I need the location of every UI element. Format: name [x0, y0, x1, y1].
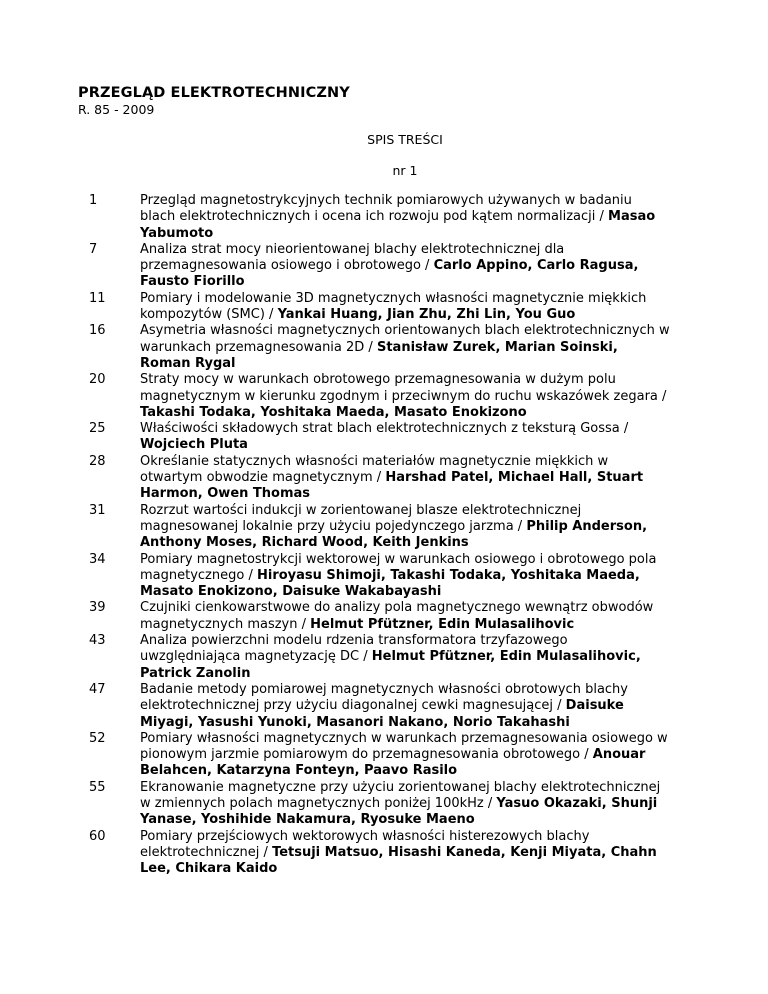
toc-entry-authors: Helmut Pfützner, Edin Mulasalihovic: [310, 616, 575, 632]
toc-entry-title: Pomiary magnetostrykcji wektorowej w warunkach osiowego i obrotowego pola magnetycznego /: [140, 551, 657, 583]
toc-entry: [78, 323, 678, 372]
toc-entry-title: Analiza strat mocy nieorientowanej blachy elektrotechnicznej dla przemagnesowania osiowego i obrotowego /: [140, 241, 565, 274]
toc-entry: [78, 454, 678, 503]
toc-entry-title: Właściwości składowych strat blach elektrotechnicznych z teksturą Gossa /: [140, 421, 629, 437]
toc-entry: [78, 633, 678, 682]
toc-entry: [78, 731, 678, 780]
toc-entry-authors: Stanisław Zurek, Marian Soinski, Roman Rygal: [140, 339, 618, 371]
toc-entry-title: Czujniki cienkowarstwowe do analizy pola magnetycznego wewnątrz obwodów magnetycznych maszyn /: [140, 600, 654, 632]
toc-entry-title: Ekranowanie magnetyczne przy użyciu zorientowanej blachy elektrotechnicznej w zmiennych polach magnetycznych poniżej 100kHz /: [140, 779, 661, 811]
toc-entry-page-number: 20: [89, 372, 106, 388]
toc-entry-title: Pomiary przejściowych wektorowych własności histerezowych blachy elektrotechnicznej /: [140, 828, 590, 860]
toc-entry-body: [140, 829, 670, 878]
toc-entry-page-number: 25: [89, 421, 106, 437]
toc-entry-title: Straty mocy w warunkach obrotowego przemagnesowania w dużym polu magnetycznym w kierunku zgodnym i przeciwnym do ruchu wskazówek zegara /: [140, 372, 667, 404]
toc-entry-authors: Yankai Huang, Jian Zhu, Zhi Lin, You Guo: [277, 307, 576, 323]
toc-entry-title: Analiza powierzchni modelu rdzenia transformatora trzyfazowego uwzględniająca magnetyzację DC /: [140, 633, 568, 665]
toc-entry-authors: Yasuo Okazaki, Shunji Yanase, Yoshihide Nakamura, Ryosuke Maeno: [140, 795, 658, 828]
toc-entry-body: [140, 421, 670, 454]
toc-entry-body: [140, 503, 670, 552]
toc-entry-page-number: 7: [89, 241, 98, 257]
toc-entry: [78, 600, 678, 633]
toc-entry-title: Badanie metody pomiarowej magnetycznych własności obrotowych blachy elektrotechnicznej przy użyciu diagonalnej cewki magnesującej /: [140, 681, 628, 714]
toc-entry: [78, 193, 678, 242]
toc-entry-body: [140, 291, 670, 324]
toc-entry-body: [140, 633, 670, 682]
toc-entry-title: Rozrzut wartości indukcji w zorientowanej blasze elektrotechnicznej magnesowanej lokalnie przy użyciu pojedynczego jarzma /: [140, 502, 582, 534]
toc-entry-authors: Carlo Appino, Carlo Ragusa, Fausto Fiorillo: [140, 258, 639, 290]
toc-entry-body: [140, 552, 670, 601]
toc-entry-body: [140, 682, 670, 731]
toc-entry-authors: Harshad Patel, Michael Hall, Stuart Harmon, Owen Thomas: [140, 470, 644, 502]
toc-entry-page-number: 28: [89, 453, 106, 469]
toc-entry-authors: Tetsuji Matsuo, Hisashi Kaneda, Kenji Miyata, Chahn Lee, Chikara Kaido: [140, 844, 657, 877]
toc-entry-body: [140, 242, 670, 291]
toc-entry: [78, 552, 678, 601]
toc-entry-body: [140, 454, 670, 503]
toc-entry: [78, 242, 678, 291]
toc-entry-page-number: 52: [89, 730, 106, 746]
toc-entry-page-number: 47: [89, 681, 106, 697]
toc-list: [78, 193, 678, 877]
toc-entry-page-number: 1: [89, 193, 98, 208]
toc-entry-authors: Wojciech Pluta: [140, 437, 248, 453]
toc-entry-body: [140, 323, 670, 372]
toc-entry-authors: Daisuke Miyagi, Yasushi Yunoki, Masanori Nakano, Norio Takahashi: [140, 698, 624, 730]
toc-entry-page-number: 34: [89, 551, 106, 567]
toc-entry-body: [140, 780, 670, 829]
toc-entry-authors: Masao Yabumoto: [140, 209, 656, 241]
toc-entry-page-number: 60: [89, 828, 106, 844]
toc-entry-title: Przegląd magnetostrykcyjnych technik pomiarowych używanych w badaniu blach elektrotechnicznych i ocena ich rozwoju pod kątem normalizacji /: [140, 193, 632, 225]
toc-entry: [78, 503, 678, 552]
toc-entry-page-number: 43: [89, 633, 106, 649]
toc-entry-page-number: 11: [89, 290, 106, 306]
toc-entry-title: Pomiary i modelowanie 3D magnetycznych własności magnetycznie miękkich kompozytów (SMC) /: [140, 290, 647, 323]
toc-heading: SPIS TREŚCI: [367, 132, 443, 147]
toc-entry-authors: Takashi Todaka, Yoshitaka Maeda, Masato Enokizono: [140, 404, 527, 420]
toc-entry-authors: Anouar Belahcen, Katarzyna Fonteyn, Paavo Rasilo: [140, 747, 646, 779]
journal-title: PRZEGLĄD ELEKTROTECHNICZNY: [78, 85, 350, 101]
toc-entry-page-number: 55: [89, 779, 106, 795]
toc-entry-body: [140, 372, 670, 421]
toc-entry-title: Określanie statycznych własności materiałów magnetycznie miękkich w otwartym obwodzie magnetycznym /: [140, 453, 609, 486]
toc-entry: [78, 780, 678, 829]
issue-label: nr 1: [392, 163, 418, 178]
toc-entry: [78, 291, 678, 324]
toc-entry: [78, 421, 678, 454]
toc-entry-page-number: 39: [89, 600, 106, 616]
toc-entry-title: Pomiary własności magnetycznych w warunkach przemagnesowania osiowego w pionowym jarzmie pomiarowym do przemagnesowania obrotowego /: [140, 730, 668, 763]
toc-entry: [78, 829, 678, 878]
toc-entry-authors: Hiroyasu Shimoji, Takashi Todaka, Yoshitaka Maeda, Masato Enokizono, Daisuke Wakabayashi: [140, 567, 640, 600]
toc-entry-page-number: 31: [89, 502, 106, 518]
toc-entry-body: [140, 731, 670, 780]
toc-entry-body: [140, 600, 670, 633]
toc-entry: [78, 682, 678, 731]
toc-entry-authors: Helmut Pfützner, Edin Mulasalihovic, Patrick Zanolin: [140, 649, 641, 681]
toc-entry-body: [140, 193, 670, 242]
journal-volume-year: R. 85 - 2009: [78, 102, 155, 117]
toc-entry: [78, 372, 678, 421]
toc-entry-authors: Philip Anderson, Anthony Moses, Richard Wood, Keith Jenkins: [140, 518, 648, 551]
toc-entry-title: Asymetria własności magnetycznych orientowanych blach elektrotechnicznych w warunkach przemagnesowania 2D /: [140, 323, 670, 355]
toc-entry-page-number: 16: [89, 323, 106, 339]
